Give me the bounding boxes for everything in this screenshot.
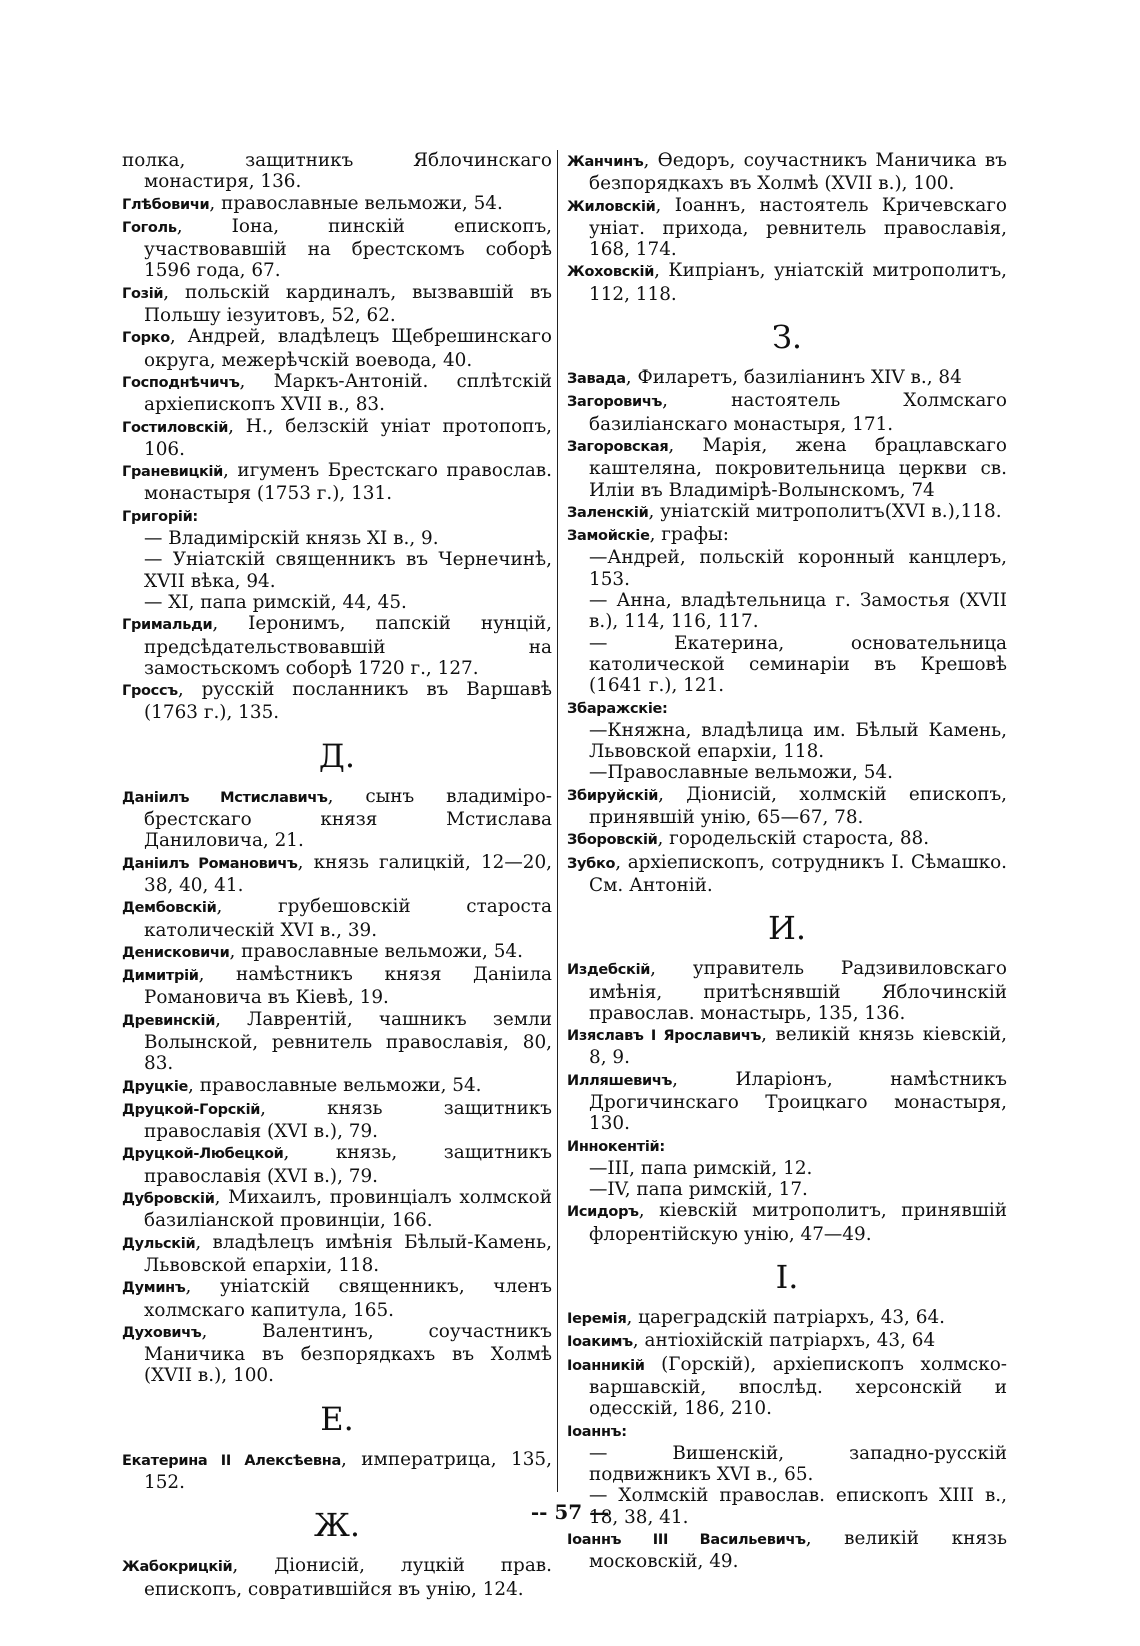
entry-text: , Iоаннъ, настоятель Кричевскаго уніат. прихода, ревнитель православія, 168, 174.: [589, 194, 1007, 261]
section-letter: Е.: [320, 1399, 354, 1438]
entry-text: , Iеронимъ, папскій нунцій, предсѣдательствовавшій на замостьскомъ соборѣ 1720 г., 127.: [144, 613, 552, 679]
index-entry: [567, 501, 1007, 524]
entry-headword: Загоровская: [567, 438, 669, 455]
entry-headword: Граневицкій: [122, 464, 224, 481]
entry-headword: Гозій: [122, 285, 164, 302]
section-letter: И.: [767, 909, 807, 948]
left-column: [122, 150, 552, 1600]
entry-text: —Андрей, польскій коронный канцлеръ, 153.: [589, 547, 1007, 590]
entry-text: — Владимірскій князь XI в., 9.: [144, 528, 439, 550]
entry-headword: Иннокентій:: [567, 1138, 665, 1155]
entry-text: , русскій посланникъ въ Варшавѣ (1763 г.), 135.: [144, 679, 552, 724]
entry-text: , Андрей, владѣлецъ Щебрешинскаго округа, межерѣчскій воевода, 40.: [144, 326, 552, 371]
entry-headword: Дубровскій: [122, 1191, 215, 1208]
index-entry: [122, 613, 552, 679]
entry-headword: Заленскій: [567, 504, 649, 521]
index-entry: [122, 216, 552, 282]
entry-headword: Збаражскіе:: [567, 700, 668, 717]
index-entry: [122, 852, 552, 897]
index-entry: [567, 1330, 1007, 1353]
entry-text: , великій князь кіевскій, 8, 9.: [589, 1024, 1008, 1069]
entry-headword: Горко: [122, 330, 170, 347]
index-entry: [567, 697, 1007, 720]
index-entry: [567, 1420, 1007, 1443]
entry-text: , игуменъ Брестскаго православ. монастыря (1753 г.), 131.: [144, 460, 552, 505]
index-entry: [567, 390, 1007, 435]
entry-headword: Издебскій: [567, 962, 651, 979]
entry-text: , цареградскій патріархъ, 43, 64.: [626, 1307, 945, 1329]
entry-headword: Друцкіе: [122, 1078, 189, 1095]
index-entry: [122, 193, 552, 216]
index-entry: [567, 828, 1007, 851]
index-entry: [567, 1528, 1007, 1573]
index-entry: [122, 1276, 552, 1321]
entry-text: , управитель Радзивиловскаго имѣнія, притѣснявшій Яблочинскій православ. монастырь, 135, 136.: [589, 958, 1007, 1024]
index-subentry: [567, 1443, 1007, 1486]
entry-text: , князь галицкій, 12—20, 38, 40, 41.: [144, 851, 552, 896]
entry-text: , Михаилъ, провинціалъ холмской базиліанской провинціи, 166.: [144, 1187, 552, 1232]
entry-text: , Діонисій, холмскій епископъ, принявшій унію, 65—67, 78.: [589, 783, 1007, 829]
entry-text: , Валентинъ, соучастникъ Маничика въ безпорядкахъ въ Холмѣ (XVII в.), 100.: [144, 1320, 552, 1387]
index-entry: [567, 367, 1007, 390]
entry-headword: Зборовскій: [567, 832, 658, 849]
entry-text: , Иларіонъ, намѣстникъ Дрогичинскаго Троицкаго монастыря, 130.: [589, 1068, 1007, 1135]
index-entry: [567, 1024, 1007, 1069]
entry-text: , князь защитникъ православія (XVI в.), 79.: [144, 1097, 552, 1143]
index-entry: [567, 1069, 1007, 1135]
index-entry: [122, 1009, 552, 1075]
entry-headword: Друцкой-Горскій: [122, 1101, 261, 1118]
entry-headword: Іоанникій: [567, 1357, 645, 1374]
index-entry: [122, 1075, 552, 1098]
section-letter: З.: [771, 318, 803, 357]
index-entry: [122, 150, 552, 193]
entry-text: (Горскій), архіепископъ холмско-варшавскій, впослѣд. херсонскій и одесскій, 186, 210.: [589, 1353, 1007, 1420]
index-entry: [122, 326, 552, 371]
entry-headword: Збируйскій: [567, 787, 659, 804]
index-subentry: [122, 528, 552, 549]
index-entry: [567, 958, 1007, 1024]
index-entry: [567, 524, 1007, 547]
index-entry: [122, 1449, 552, 1494]
entry-text: , Ѳедоръ, соучастникъ Маничика въ безпорядкахъ въ Холмѣ (XVII в.), 100.: [589, 150, 1007, 195]
entry-headword: Жанчинъ: [567, 154, 644, 170]
entry-text: — XI, папа римскій, 44, 45.: [144, 591, 407, 613]
entry-text: , кіевскій митрополитъ, принявшій флорентійскую унію, 47—49.: [589, 1200, 1007, 1245]
entry-text: , уніатскій митрополитъ(XVI в.),118.: [648, 500, 1002, 522]
entry-text: , князь, защитникъ православія (XVI в.), 79.: [144, 1142, 552, 1187]
entry-headword: Завада: [567, 371, 626, 388]
entry-text: — Холмскій православ. епископъ XIII в., 18, 38, 41.: [589, 1485, 1007, 1528]
index-entry: [122, 1098, 552, 1143]
entry-text: — Анна, владѣтельница г. Замостья (XVII в.), 114, 116, 117.: [589, 590, 1007, 633]
entry-headword: Загоровичъ: [567, 394, 663, 411]
index-entry: [122, 679, 552, 724]
entry-text: , православные вельможи, 54.: [188, 1074, 482, 1096]
entry-text: , грубешовскій староста католическій XVI в., 39.: [144, 896, 552, 941]
index-entry: [122, 786, 552, 852]
index-entry: [567, 195, 1007, 261]
entry-headword: Думинъ: [122, 1280, 186, 1297]
entry-text: —Княжна, владѣлица им. Бѣлый Камень, Львовской епархіи, 118.: [589, 719, 1007, 763]
index-entry: [122, 941, 552, 964]
entry-headword: Жиловскій: [567, 198, 656, 215]
entry-headword: Илляшевичъ: [567, 1072, 673, 1089]
section-letter: Ж.: [313, 1506, 361, 1545]
entry-headword: Духовичъ: [122, 1324, 202, 1341]
index-entry: [122, 1187, 552, 1232]
index-subentry: [567, 762, 1007, 783]
index-entry: [122, 1142, 552, 1187]
index-entry: [567, 1200, 1007, 1245]
index-entry: [567, 435, 1007, 501]
entry-headword: Жоховскій: [567, 264, 655, 281]
entry-text: , Филаретъ, базиліанинъ XIV в., 84: [625, 367, 962, 389]
index-subentry: [567, 590, 1007, 633]
entry-headword: Іоаннъ:: [567, 1423, 627, 1440]
entry-text: , графы:: [649, 524, 729, 546]
index-subentry: [122, 549, 552, 592]
entry-headword: Гримальди: [122, 617, 213, 634]
index-subentry: [567, 720, 1007, 763]
entry-text: , намѣстникъ князя Даніила Романовича въ Кіевѣ, 19.: [144, 964, 552, 1009]
index-entry: [122, 371, 552, 416]
index-entry: [567, 1354, 1007, 1420]
index-entry: [567, 260, 1007, 305]
entry-headword: Исидоръ: [567, 1204, 639, 1221]
entry-headword: Гоголь: [122, 219, 177, 236]
entry-headword: Дульскій: [122, 1235, 196, 1252]
entry-headword: Іеремія: [567, 1311, 627, 1328]
entry-text: , городельскій староста, 88.: [657, 828, 930, 850]
entry-headword: Дембовскій: [122, 900, 217, 917]
entry-text: , Марія, жена брацлавскаго каштеляна, покровительница церкви св. Иліи въ Владимірѣ-Волынскомъ, 74: [589, 434, 1007, 501]
entry-text: , императрица, 135, 152.: [144, 1448, 552, 1494]
entry-headword: Глѣбовичи: [122, 196, 210, 213]
entry-headword: Изяславъ I Ярославичъ: [567, 1028, 762, 1045]
entry-text: , Кипріанъ, уніатскій митрополитъ, 112, 118.: [589, 260, 1007, 305]
entry-headword: Денисковичи: [122, 944, 230, 961]
index-entry: [122, 282, 552, 327]
entry-headword: Господнѣчичъ: [122, 374, 240, 391]
index-entry: [122, 896, 552, 941]
index-subentry: [122, 592, 552, 613]
index-subentry: [567, 1179, 1007, 1200]
entry-headword: Іоаннъ III Васильевичъ: [567, 1532, 806, 1549]
index-subentry: [567, 633, 1007, 697]
entry-text: , Н., белзскій уніат протопопъ, 106.: [144, 415, 552, 460]
index-subentry: [567, 1158, 1007, 1179]
entry-text: , православные вельможи, 54.: [209, 192, 503, 214]
entry-text: , Iона, пинскій епископъ, участвовавшій на брестскомъ соборѣ 1596 года, 67.: [144, 215, 552, 282]
index-entry: [122, 505, 552, 528]
entry-headword: Древинскій: [122, 1012, 216, 1029]
entry-text: , православные вельможи, 54.: [229, 940, 523, 962]
entry-headword: Даніилъ Мстиславичъ: [122, 789, 328, 806]
entry-headword: Екатерина II Алексѣевна: [122, 1452, 341, 1469]
entry-text: полка, защитникъ Яблочинскаго монастиря, 136.: [122, 150, 552, 193]
index-entry: [122, 964, 552, 1009]
entry-text: , Лаврентій, чашникъ земли Волынской, ревнитель православія, 80, 83.: [144, 1008, 552, 1075]
index-subentry: [567, 547, 1007, 590]
entry-headword: Іоакимъ: [567, 1334, 633, 1351]
column-divider: [557, 150, 558, 1492]
entry-text: —Православные вельможи, 54.: [589, 762, 893, 784]
entry-text: , Діонисій, луцкій прав. епископъ, совратившійся въ унію, 124.: [144, 1555, 552, 1600]
index-entry: [567, 1135, 1007, 1158]
right-column: [567, 150, 1007, 1573]
entry-text: , владѣлецъ имѣнія Бѣлый-Камень, Львовской епархіи, 118.: [144, 1231, 552, 1276]
section-letter: Д.: [318, 736, 356, 775]
entry-text: — Уніатскій священникъ въ Чернечинѣ, XVII вѣка, 94.: [144, 549, 552, 592]
entry-text: , настоятель Холмскаго базиліанскаго монастыря, 171.: [589, 390, 1007, 435]
index-entry: [122, 1555, 552, 1600]
entry-text: , антіохійскій патріархъ, 43, 64: [632, 1330, 936, 1352]
entry-text: , Маркъ-Антоній. сплѣтскій архіепископъ XVII в., 83.: [144, 370, 552, 416]
entry-text: — Вишенскій, западно-русскій подвижникъ XVI в., 65.: [589, 1442, 1007, 1486]
entry-headword: Димитрій: [122, 968, 199, 985]
entry-headword: Замойскіе: [567, 528, 650, 545]
page-number: -- 57 —: [530, 1500, 610, 1524]
entry-headword: Григорій:: [122, 508, 198, 525]
index-entry: [567, 784, 1007, 829]
index-entry: [122, 1232, 552, 1277]
entry-text: , великій князь московскій, 49.: [589, 1528, 1007, 1573]
entry-headword: Гостиловскій: [122, 419, 229, 436]
entry-text: , архіепископъ, сотрудникъ I. Сѣмашко. См. Антоній.: [589, 851, 1007, 896]
entry-text: —III, папа римскій, 12.: [589, 1157, 813, 1179]
entry-headword: Друцкой-Любецкой: [122, 1146, 284, 1163]
index-entry: [567, 852, 1007, 897]
index-entry: [122, 1321, 552, 1387]
entry-headword: Зубко: [567, 855, 616, 872]
index-entry: [122, 416, 552, 461]
entry-text: , сынъ владиміро-брестскаго князя Мстислава Даниловича, 21.: [144, 785, 552, 852]
index-entry: [567, 1307, 1007, 1330]
entry-headword: Гроссъ: [122, 683, 178, 700]
entry-text: , уніатскій священникъ, членъ холмскаго капитула, 165.: [144, 1276, 552, 1321]
section-letter: І.: [775, 1258, 799, 1297]
entry-text: —IV, папа римскій, 17.: [589, 1179, 808, 1201]
entry-headword: Жабокрицкій: [122, 1559, 233, 1576]
entry-text: , польскій кардиналъ, вызвавшій въ Польшу iезуитовъ, 52, 62.: [144, 281, 552, 327]
index-entry: [567, 150, 1007, 195]
index-entry: [122, 460, 552, 505]
entry-headword: Даніилъ Романовичъ: [122, 855, 298, 872]
entry-text: — Екатерина, основательница католической семинаріи въ Крешовѣ (1641 г.), 121.: [589, 632, 1007, 697]
